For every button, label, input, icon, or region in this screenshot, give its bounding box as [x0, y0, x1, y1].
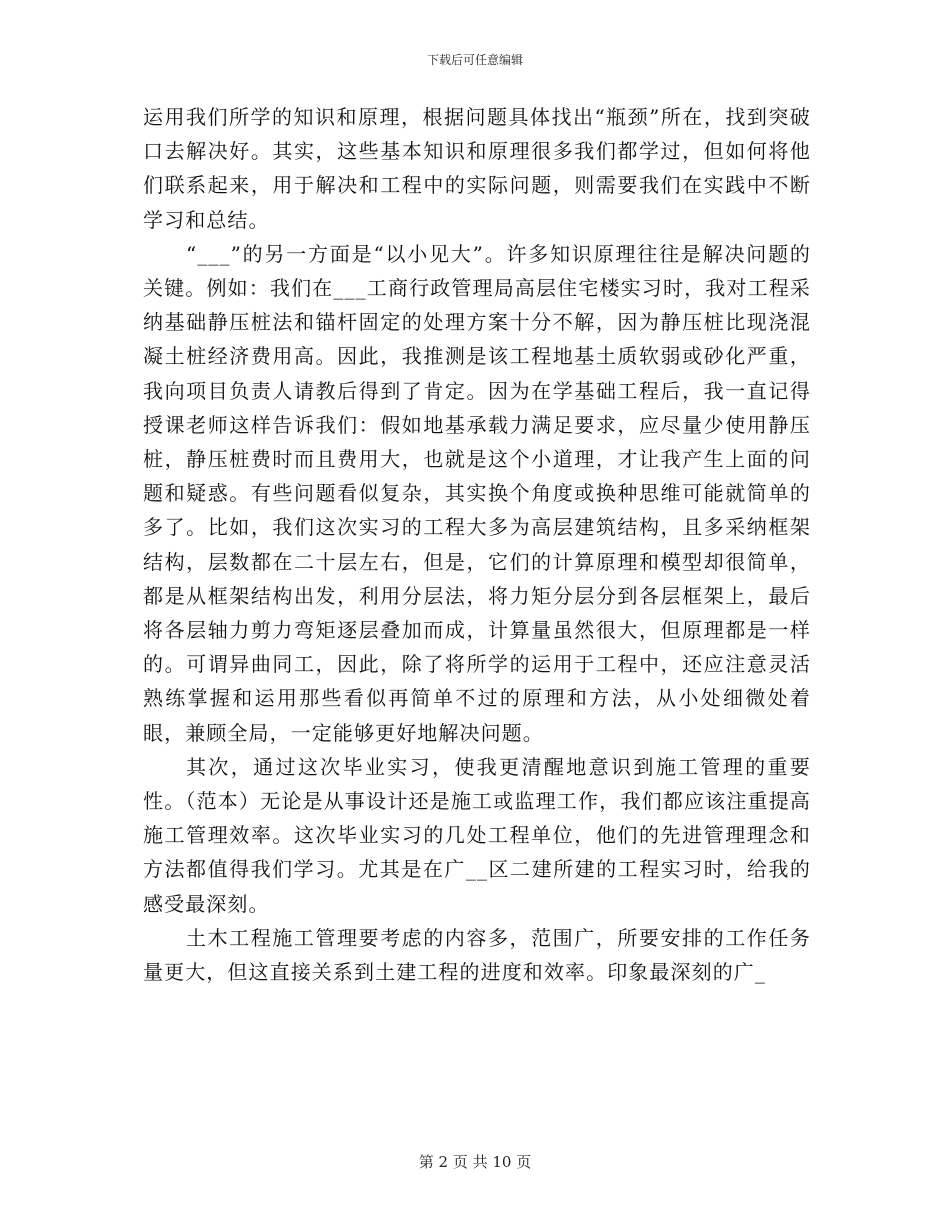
page-header-note: 下载后可任意编辑 — [426, 53, 523, 67]
paragraph-2: “___”的另一方面是“以小见大”。许多知识原理往往是解决问题的关键。例如：我们在___工商行政管理局高层住宅楼实习时，我对工程采纳基础静压桩法和锚杆固定的处理方案十分不解，因为静压桩比现浇混凝土桩经济费用高。因此，我推测是该工程地基土质软弱或砂化严重，我向项目负责人请教后得到了肯定。因为在学基础工程后，我一直记得授课老师这样告诉我们：假如地基承载力满足要求，应尽量少使用静压桩，静压桩费时而且费用大，也就是这个小道理，才让我产生上面的问题和疑惑。有些问题看似复杂，其实换个角度或换种思维可能就简单的多了。比如，我们这次实习的工程大多为高层建筑结构，且多采纳框架结构，层数都在二十层左右，但是，它们的计算原理和模型却很简单，都是从框架结构出发，利用分层法，将力矩分层分到各层框架上，最后将各层轴力剪力弯矩逐层叠加而成，计算量虽然很大，但原理都是一样的。可谓异曲同工，因此，除了将所学的运用于工程中，还应注意灵活熟练掌握和运用那些看似再简单不过的原理和方法，从小处细微处着眼，兼顾全局，一定能够更好地解决问题。 — [143, 241, 811, 745]
document-body — [143, 100, 811, 989]
paragraph-1: 运用我们所学的知识和原理，根据问题具体找出“瓶颈”所在，找到突破口去解决好。其实，这些基本知识和原理很多我们都学过，但如何将他们联系起来，用于解决和工程中的实际问题，则需要我们在实践中不断学习和总结。 — [143, 105, 811, 232]
paragraph-4: 土木工程施工管理要考虑的内容多，范围广，所要安排的工作任务量更大，但这直接关系到土建工程的进度和效率。印象最深刻的广_ — [143, 925, 811, 985]
page-number: 第 2 页 共 10 页 — [418, 1153, 532, 1171]
paragraph-3: 其次，通过这次毕业实习，使我更清醒地意识到施工管理的重要性。（范本）无论是从事设计还是施工或监理工作，我们都应该注重提高施工管理效率。这次毕业实习的几处工程单位，他们的先进管理理念和方法都值得我们学习。尤其是在广__区二建所建的工程实习时，给我的感受最深刻。 — [143, 754, 811, 916]
